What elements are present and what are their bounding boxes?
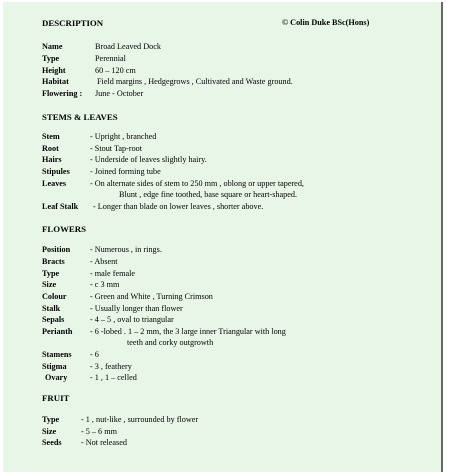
flower-size-value: - c 3 mm	[90, 280, 120, 289]
leaf-stalk-value: - Longer than blade on lower leaves , shorter above.	[93, 202, 264, 211]
leaves-label: Leaves	[42, 179, 67, 188]
hairs-value: - Underside of leaves slightly hairy.	[90, 155, 207, 164]
page-title: DESCRIPTION	[42, 18, 104, 28]
habitat-value: Field margins , Hedgegrows , Cultivated and Waste ground.	[97, 77, 293, 86]
stem-value: - Upright , branched	[90, 132, 157, 141]
colour-label: Colour	[42, 292, 67, 301]
habitat-label: Habitat	[42, 77, 69, 86]
ovary-value: - 1 , 1 – celled	[90, 373, 137, 382]
bracts-value: - Absent	[90, 257, 118, 266]
botanical-description-page	[3, 2, 443, 472]
flowering-label: Flowering :	[42, 89, 83, 98]
name-label: Name	[42, 42, 63, 51]
stamens-value: - 6	[90, 350, 99, 359]
root-label: Root	[42, 144, 59, 153]
stalk-label: Stalk	[42, 304, 61, 313]
stamens-label: Stamens	[42, 350, 72, 359]
colour-value: - Green and White , Turning Crimson	[90, 292, 213, 301]
flower-type-value: - male female	[90, 269, 136, 278]
sepals-value: - 4 – 5 , oval to triangular	[90, 315, 174, 324]
author-credit: © Colin Duke BSc(Hons)	[282, 18, 370, 27]
stems-leaves-heading: STEMS & LEAVES	[42, 112, 118, 122]
ovary-label: Ovary	[45, 373, 68, 382]
fruit-size-value: - 5 – 6 mm	[81, 427, 117, 436]
root-value: - Stout Tap-root	[90, 144, 143, 153]
flower-size-label: Size	[42, 280, 57, 289]
fruit-type-label: Type	[42, 415, 60, 424]
position-value: - Numerous , in rings.	[90, 245, 162, 254]
stigma-label: Stigma	[42, 362, 67, 371]
stem-label: Stem	[42, 132, 60, 141]
stalk-value: - Usually longer than flower	[90, 304, 183, 313]
type-value: Perennial	[95, 54, 126, 63]
hairs-label: Hairs	[42, 155, 62, 164]
name-value: Broad Leaved Dock	[95, 42, 161, 51]
seeds-value: - Not released	[81, 438, 127, 447]
type-label: Type	[42, 54, 60, 63]
fruit-type-value: - 1 , nut-like , surrounded by flower	[81, 415, 199, 424]
sepals-label: Sepals	[42, 315, 65, 324]
perianth-value-continued: teeth and corky outgrowth	[127, 338, 214, 347]
perianth-label: Perianth	[42, 327, 73, 336]
flower-type-label: Type	[42, 269, 60, 278]
stipules-value: - Joined forming tube	[90, 167, 161, 176]
perianth-value: - 6 -lobed . 1 – 2 mm, the 3 large inner Triangular with long	[90, 327, 286, 336]
flowers-heading: FLOWERS	[42, 224, 86, 234]
leaves-value: - On alternate sides of stem to 250 mm , oblong or upper tapered,	[90, 179, 304, 188]
leaf-stalk-label: Leaf Stalk	[42, 202, 79, 211]
stigma-value: - 3 , feathery	[90, 362, 132, 371]
flowering-value: June - October	[95, 89, 144, 98]
position-label: Position	[42, 245, 71, 254]
fruit-size-label: Size	[42, 427, 57, 436]
stipules-label: Stipules	[42, 167, 70, 176]
leaves-value-continued: Blunt , edge fine toothed, base square or heart-shaped.	[119, 190, 298, 199]
height-value: 60 – 120 cm	[95, 66, 136, 75]
fruit-heading: FRUIT	[42, 393, 70, 403]
height-label: Height	[42, 66, 66, 75]
seeds-label: Seeds	[42, 438, 62, 447]
bracts-label: Bracts	[42, 257, 65, 266]
